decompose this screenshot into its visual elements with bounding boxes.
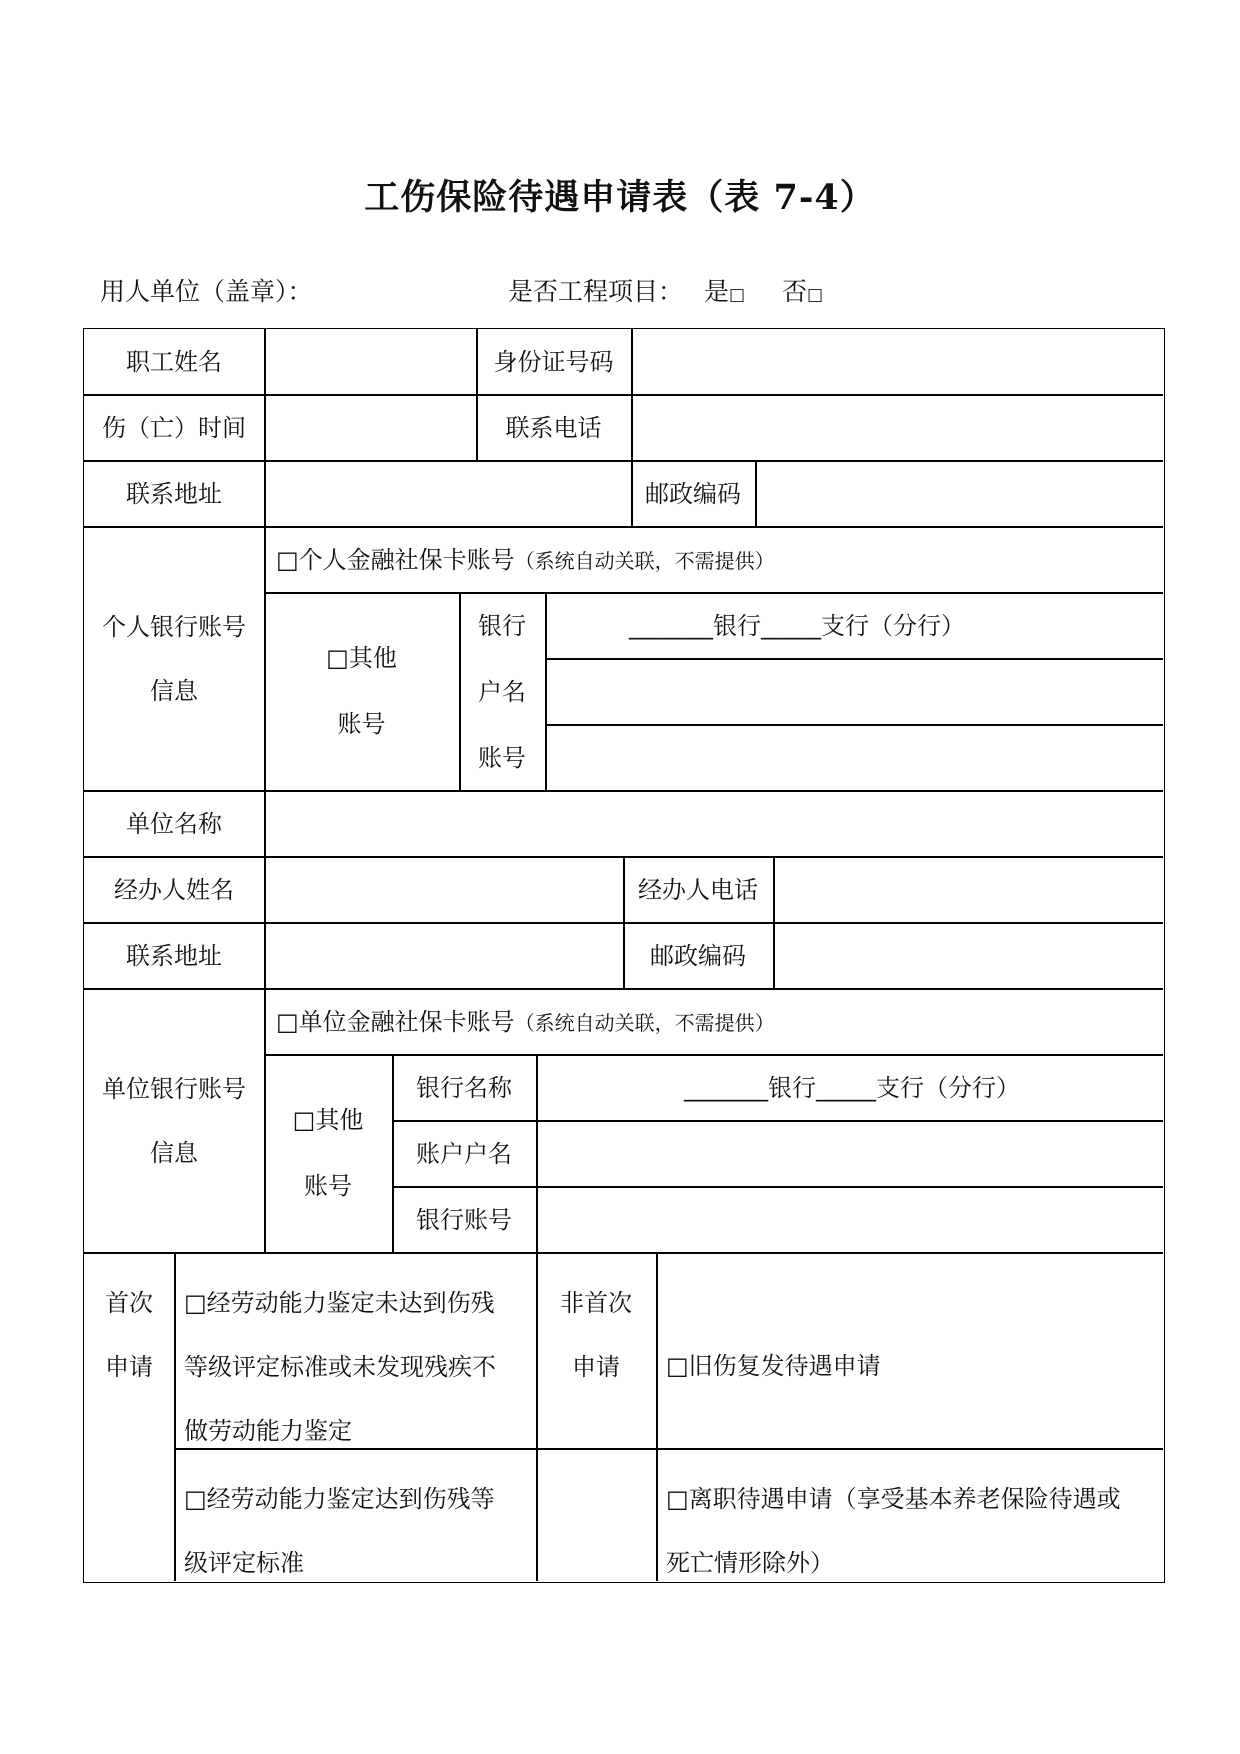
personal-bank-branch-line[interactable] <box>629 611 965 641</box>
personal-holder-field[interactable] <box>547 660 1161 722</box>
column-divider <box>174 1252 176 1581</box>
first-option1-line3: 做劳动能力鉴定 <box>184 1417 352 1445</box>
employer-address-field[interactable] <box>266 924 622 986</box>
id-number-label: 身份证号码 <box>493 348 614 376</box>
personal-bank-word: 银行 <box>713 612 761 640</box>
personal-social-card-label[interactable]: □个人金融社保卡账号 <box>276 546 515 574</box>
first-option2-line2: 级评定标准 <box>184 1549 304 1577</box>
non-first-line1: 非首次 <box>560 1289 632 1317</box>
personal-other-line1[interactable]: □其他 <box>326 644 397 672</box>
first-option-disabled[interactable] <box>184 1467 495 1595</box>
employer-holder-field[interactable] <box>538 1122 1161 1184</box>
worker-phone-field[interactable] <box>633 396 1161 458</box>
employer-bank-word: 银行 <box>768 1074 816 1102</box>
personal-bank-label <box>84 595 264 723</box>
first-application-label <box>84 1271 174 1399</box>
first-option1-line1[interactable]: □经劳动能力鉴定未达到伤残 <box>184 1289 495 1317</box>
employer-bank-blank[interactable]: _______ <box>684 1074 768 1102</box>
first-option-not-disabled[interactable] <box>184 1271 496 1463</box>
employer-name-field[interactable] <box>266 792 1161 854</box>
resignation-benefit-option[interactable] <box>666 1467 1121 1595</box>
id-number-field[interactable] <box>633 331 1161 393</box>
worker-name-field[interactable] <box>266 331 475 393</box>
personal-other-line2: 账号 <box>337 710 386 738</box>
worker-name-label: 职工姓名 <box>126 348 222 376</box>
employer-postcode-label: 邮政编码 <box>650 942 746 970</box>
personal-account-field[interactable] <box>547 726 1161 788</box>
personal-branch-blank[interactable]: _____ <box>761 612 821 640</box>
employer-bank-label-line2: 信息 <box>150 1139 198 1167</box>
row-divider <box>264 1054 1163 1056</box>
employer-name-label: 单位名称 <box>126 810 222 838</box>
first-application-line2: 申请 <box>105 1353 153 1381</box>
employer-branch-word: 支行（分行） <box>876 1074 1020 1102</box>
employer-address-label: 联系地址 <box>126 942 222 970</box>
no-label: 否 <box>782 277 808 306</box>
resignation-option-line1[interactable]: □离职待遇申请（享受基本养老保险待遇或 <box>666 1485 1121 1513</box>
agent-phone-field[interactable] <box>775 858 1161 920</box>
employer-social-card-label[interactable]: □单位金融社保卡账号 <box>276 1008 515 1036</box>
old-injury-recurrence-option[interactable]: □旧伤复发待遇申请 <box>666 1352 881 1380</box>
personal-branch-word: 支行（分行） <box>821 612 965 640</box>
employer-account-field[interactable] <box>538 1188 1161 1250</box>
employer-other-line2: 账号 <box>304 1172 352 1200</box>
employer-postcode-field[interactable] <box>775 924 1161 986</box>
employer-bank-label-line1: 单位银行账号 <box>102 1075 246 1103</box>
no-checkbox[interactable]: □ <box>807 285 824 305</box>
personal-holder-label: 户名 <box>478 678 526 706</box>
personal-other-account-option[interactable] <box>264 625 459 757</box>
employer-holder-label: 账户户名 <box>416 1140 512 1168</box>
column-divider <box>656 1252 658 1581</box>
first-option1-line2: 等级评定标准或未发现残疾不 <box>184 1353 496 1381</box>
non-first-line2: 申请 <box>572 1353 620 1381</box>
application-form-table <box>83 328 1165 1583</box>
project-yes-option[interactable] <box>704 272 745 308</box>
employer-other-account-option[interactable] <box>264 1087 392 1219</box>
worker-postcode-label: 邮政编码 <box>645 480 741 508</box>
employer-social-card-option[interactable] <box>276 1007 775 1038</box>
personal-bank-blank[interactable]: _______ <box>629 612 713 640</box>
yes-checkbox[interactable]: □ <box>729 285 746 305</box>
employer-other-line1[interactable]: □其他 <box>292 1106 364 1134</box>
resignation-option-line2: 死亡情形除外） <box>666 1549 834 1577</box>
first-application-line1: 首次 <box>105 1289 153 1317</box>
worker-postcode-field[interactable] <box>757 462 1161 524</box>
agent-phone-label: 经办人电话 <box>638 876 758 904</box>
employer-bank-label <box>84 1057 264 1185</box>
agent-name-field[interactable] <box>266 858 622 920</box>
project-no-option[interactable] <box>782 272 823 308</box>
personal-bank-label-line1: 个人银行账号 <box>102 613 246 641</box>
employer-bank-name-label: 银行名称 <box>416 1074 512 1102</box>
row-divider <box>84 1252 1163 1254</box>
worker-address-label: 联系地址 <box>126 480 222 508</box>
personal-bank-label-cell: 银行 <box>478 612 526 640</box>
employer-bank-branch-line[interactable] <box>684 1073 1020 1103</box>
employer-stamp-label: 用人单位（盖章）： <box>100 277 313 306</box>
employer-social-card-note: （系统自动关联，不需提供） <box>514 1011 775 1035</box>
row-divider <box>84 988 1163 990</box>
row-divider <box>264 592 1163 594</box>
employer-branch-blank[interactable]: _____ <box>816 1074 876 1102</box>
employer-account-label: 银行账号 <box>416 1206 512 1234</box>
yes-label: 是 <box>704 277 730 306</box>
worker-address-field[interactable] <box>266 462 630 524</box>
injury-time-field[interactable] <box>266 396 475 458</box>
agent-name-label: 经办人姓名 <box>114 876 234 904</box>
injury-time-label: 伤（亡）时间 <box>102 414 246 442</box>
page-title: 工伤保险待遇申请表（表 7-4） <box>364 177 876 218</box>
personal-account-label: 账号 <box>478 744 526 772</box>
first-option2-line1[interactable]: □经劳动能力鉴定达到伤残等 <box>184 1485 495 1513</box>
non-first-application-label <box>536 1271 656 1399</box>
personal-bank-label-line2: 信息 <box>150 677 198 705</box>
row-divider <box>84 526 1163 528</box>
worker-phone-label: 联系电话 <box>505 414 602 442</box>
personal-social-card-note: （系统自动关联，不需提供） <box>514 549 775 573</box>
project-question-label: 是否工程项目： <box>508 277 684 306</box>
personal-social-card-option[interactable] <box>276 545 775 576</box>
